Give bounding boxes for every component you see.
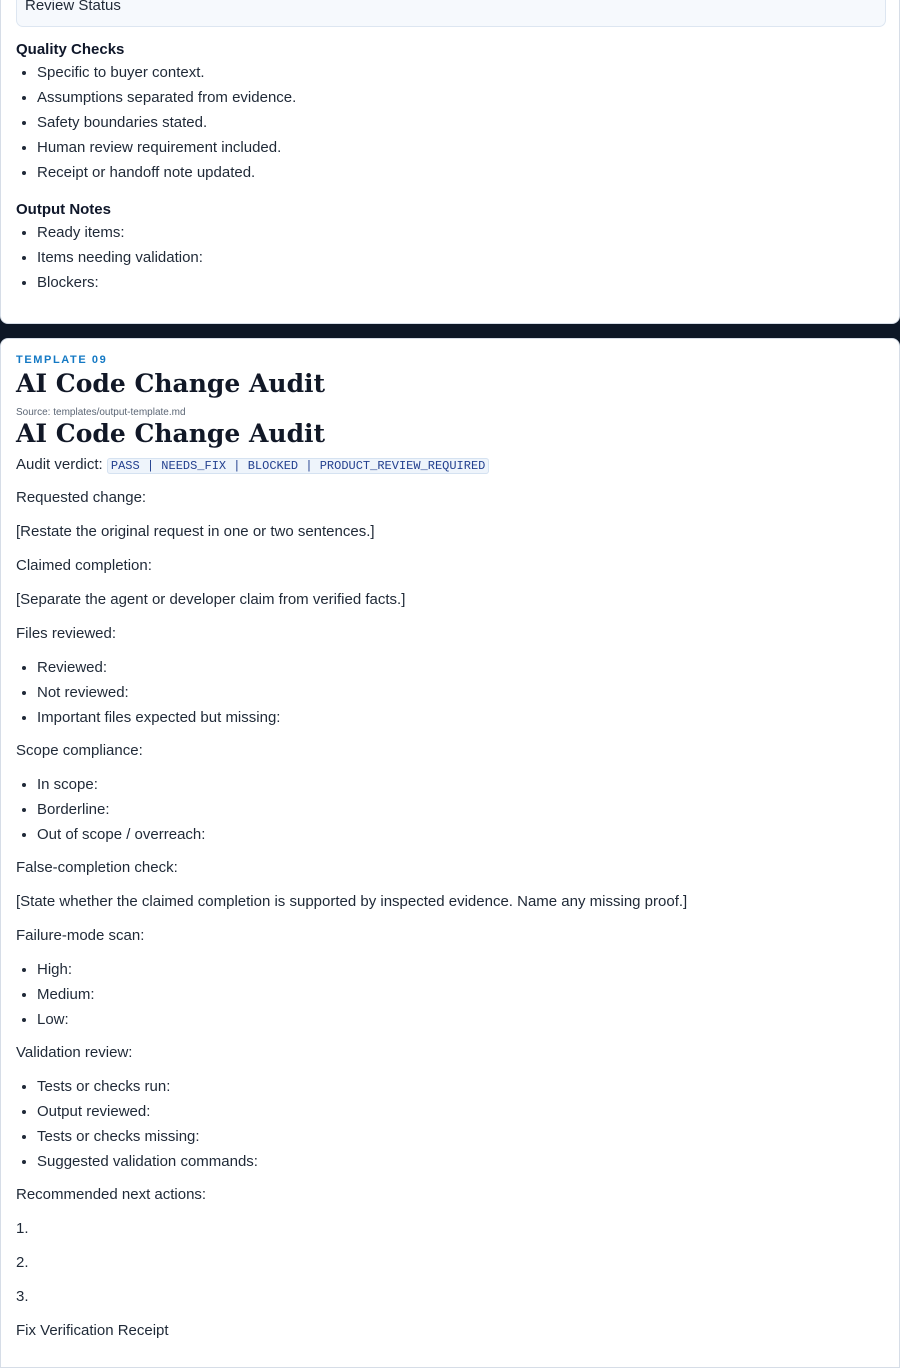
quality-checks-heading: Quality Checks [16, 41, 125, 58]
list-item: • Blockers: [37, 270, 884, 295]
next-actions-label: Recommended next actions: [16, 1186, 207, 1203]
quality-checks-list [16, 60, 884, 185]
audit-verdict-line [16, 450, 884, 481]
fix-verification-receipt-label: Fix Verification Receipt [16, 1322, 169, 1339]
list-item: • Medium: [37, 982, 884, 1007]
template-kicker: TEMPLATE 09 [16, 354, 108, 366]
scope-compliance-list [16, 772, 884, 847]
requested-change-text: [Restate the original request in one or two sentences.] [16, 523, 375, 540]
list-item: • Specific to buyer context. [37, 60, 884, 85]
template-content [16, 354, 884, 1348]
list-item: • Items needing validation: [37, 245, 884, 270]
requested-change-label: Requested change: [16, 489, 147, 506]
source-path: Source: templates/output-template.md [16, 407, 186, 418]
validation-review-label: Validation review: [16, 1044, 133, 1061]
output-notes-list [16, 220, 884, 295]
list-item: • Reviewed: [37, 655, 884, 680]
list-item: • In scope: [37, 772, 884, 797]
false-completion-text: [State whether the claimed completion is supported by inspected evidence. Name any missing proof.] [16, 893, 688, 910]
template-title: AI Code Change Audit [16, 369, 326, 398]
list-item: • Tests or checks run: [37, 1074, 884, 1099]
failure-mode-list [16, 957, 884, 1032]
audit-verdict-code: PASS | NEEDS_FIX | BLOCKED | PRODUCT_REVIEW_REQUIRED [107, 458, 489, 474]
false-completion-label: False-completion check: [16, 859, 178, 876]
list-item: • Borderline: [37, 797, 884, 822]
list-item: • Not reviewed: [37, 680, 884, 705]
audit-verdict-label: Audit verdict: [16, 456, 103, 473]
claimed-completion-label: Claimed completion: [16, 557, 152, 574]
list-item: • Suggested validation commands: [37, 1149, 884, 1174]
list-item: • Tests or checks missing: [37, 1124, 884, 1149]
scope-compliance-label: Scope compliance: [16, 742, 143, 759]
review-status-label: Review Status [25, 0, 121, 14]
validation-review-list [16, 1074, 884, 1174]
list-item: • Receipt or handoff note updated. [37, 160, 884, 185]
next-action-3: 3. [16, 1288, 29, 1305]
list-item: • High: [37, 957, 884, 982]
list-item: • Assumptions separated from evidence. [37, 85, 884, 110]
output-notes-section [16, 201, 884, 295]
list-item: • Safety boundaries stated. [37, 110, 884, 135]
review-status-box [16, 0, 886, 27]
failure-mode-label: Failure-mode scan: [16, 927, 145, 944]
next-action-1: 1. [16, 1220, 29, 1237]
output-notes-heading: Output Notes [16, 201, 111, 218]
claimed-completion-text: [Separate the agent or developer claim from verified facts.] [16, 591, 406, 608]
previous-template-card [0, 0, 900, 324]
files-reviewed-list [16, 655, 884, 730]
list-item: • Human review requirement included. [37, 135, 884, 160]
template-09-card [0, 338, 900, 1368]
document-title: AI Code Change Audit [16, 419, 326, 448]
next-action-2: 2. [16, 1254, 29, 1271]
list-item: • Out of scope / overreach: [37, 822, 884, 847]
files-reviewed-label: Files reviewed: [16, 625, 117, 642]
list-item: • Important files expected but missing: [37, 705, 884, 730]
list-item: • Ready items: [37, 220, 884, 245]
list-item: • Output reviewed: [37, 1099, 884, 1124]
list-item: • Low: [37, 1007, 884, 1032]
quality-checks-section [16, 41, 884, 185]
